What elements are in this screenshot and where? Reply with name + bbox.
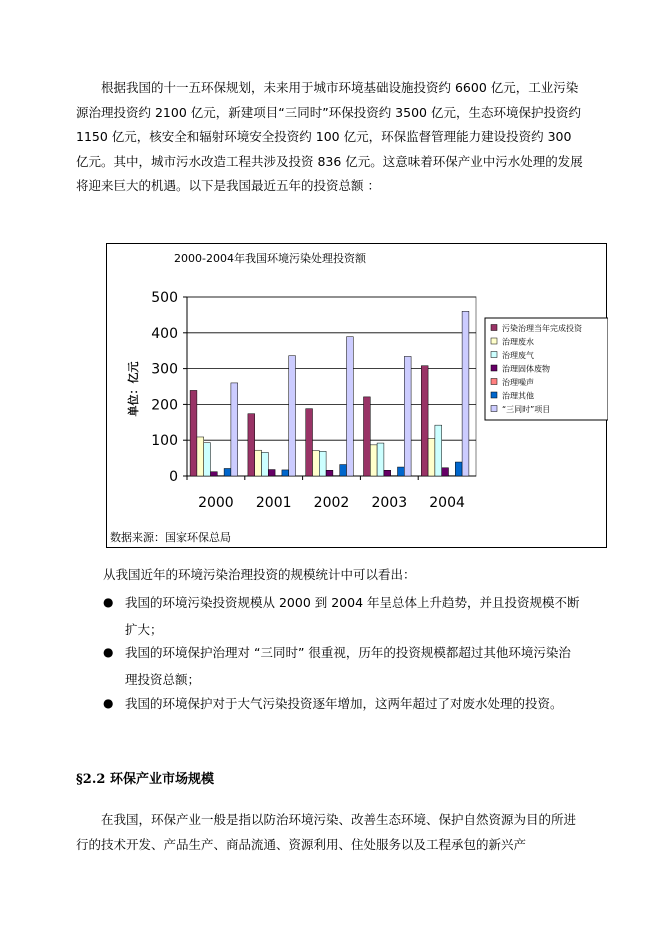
bar [384, 470, 391, 476]
bar [428, 438, 435, 476]
legend-label: 治理固体废物 [502, 364, 550, 374]
chart-title: 2000-2004年我国环境污染处理投资额 [174, 252, 366, 265]
y-tick-label: 500 [151, 290, 178, 306]
legend-label: 治理其他 [502, 391, 534, 401]
y-tick-label: 200 [151, 397, 178, 414]
investment-chart-svg [107, 244, 608, 549]
bar [255, 450, 262, 476]
section-heading: §2.2 环保产业市场规模 [76, 772, 214, 787]
legend-label: 治理废水 [502, 337, 534, 347]
x-tick-label: 2001 [255, 495, 292, 511]
bar [313, 451, 320, 476]
bar [455, 462, 462, 476]
bar [211, 472, 218, 476]
bar [370, 445, 377, 476]
bar [398, 467, 405, 476]
bullet-text: 我国的环境保护对于大气污染投资逐年增加，这两年超过了对废水处理的投资。 [125, 696, 563, 711]
bar [268, 470, 275, 476]
legend-swatch [491, 325, 497, 331]
chart-source: 数据来源：国家环保总局 [110, 531, 231, 544]
bar [421, 366, 428, 476]
legend-swatch [491, 379, 497, 385]
y-tick-label: 0 [169, 469, 178, 485]
bar [340, 465, 347, 476]
bar [462, 311, 469, 476]
legend-swatch [491, 392, 497, 398]
bar [197, 437, 204, 476]
bar [282, 470, 289, 476]
legend-label: 污染治理当年完成投资 [502, 324, 582, 333]
bar [435, 425, 442, 476]
legend-label: “三同时”项目 [502, 405, 551, 414]
bar [364, 397, 371, 476]
x-tick-label: 2004 [429, 495, 465, 511]
closing-paragraph: 在我国，环保产业一般是指以防治环境污染、改善生态环境、保护自然资源为目的所进行的技术开发、产品生产、商品流通、资源利用、住处服务以及工程承包的新兴产 [76, 812, 577, 852]
legend-swatch [491, 365, 497, 371]
bullet-text: 我国的环境污染投资规模从 2000 到 2004 年呈总体上升趋势，并且投资规模不断扩大； [125, 595, 580, 637]
bullet-text: 我国的环境保护治理对 “三同时” 很重视，历年的投资规模都超过其他环境污染治理投资总额； [125, 645, 571, 687]
x-tick-label: 2000 [198, 495, 234, 511]
bullet-icon: ● [103, 595, 114, 609]
bullet-icon: ● [103, 696, 114, 710]
y-tick-label: 400 [151, 325, 178, 342]
bar [262, 452, 269, 476]
bar [224, 468, 231, 476]
bar [248, 414, 255, 476]
legend-swatch [491, 338, 497, 344]
bar [289, 356, 296, 476]
legend-label: 治理废气 [502, 351, 534, 360]
bullet-item [103, 690, 583, 717]
investment-chart [106, 243, 607, 548]
bar [326, 470, 333, 476]
bar [347, 337, 354, 476]
y-tick-label: 100 [151, 433, 178, 450]
bar [377, 443, 384, 476]
legend-swatch [491, 352, 497, 358]
bullet-icon: ● [103, 645, 114, 659]
bar [231, 383, 238, 476]
bar [204, 443, 211, 476]
bar [442, 468, 449, 476]
x-tick-label: 2003 [371, 495, 408, 511]
bar [190, 390, 197, 476]
bar [319, 451, 326, 476]
bullet-item [103, 589, 583, 643]
legend-swatch [491, 406, 497, 412]
x-tick-label: 2002 [313, 495, 350, 511]
bar [306, 409, 313, 476]
bar [404, 356, 411, 476]
bullet-item [103, 639, 583, 693]
y-axis-label: 单位：亿元 [127, 361, 140, 417]
analysis-lead: 从我国近年的环境污染治理投资的规模统计中可以看出： [103, 567, 416, 582]
y-tick-label: 300 [151, 361, 178, 378]
intro-paragraph: 根据我国的十一五环保规划，未来用于城市环境基础设施投资约 6600 亿元，工业污染源治理投资约 2100 亿元，新建项目“三同时”环保投资约 3500 亿元，生态环境保护投资约 1150 亿元，核安全和辐射环境安全投资约 100 亿元，环保监督管理能力建设投资约 300 亿元。其中，城市污水改造工程共涉及投资 836 亿元。这意味着环保产业中污水处理的发展将迎来巨大的机遇。以下是我国最近五年的投资总额 ： [76, 80, 583, 193]
legend-label: 治理噪声 [502, 378, 534, 387]
